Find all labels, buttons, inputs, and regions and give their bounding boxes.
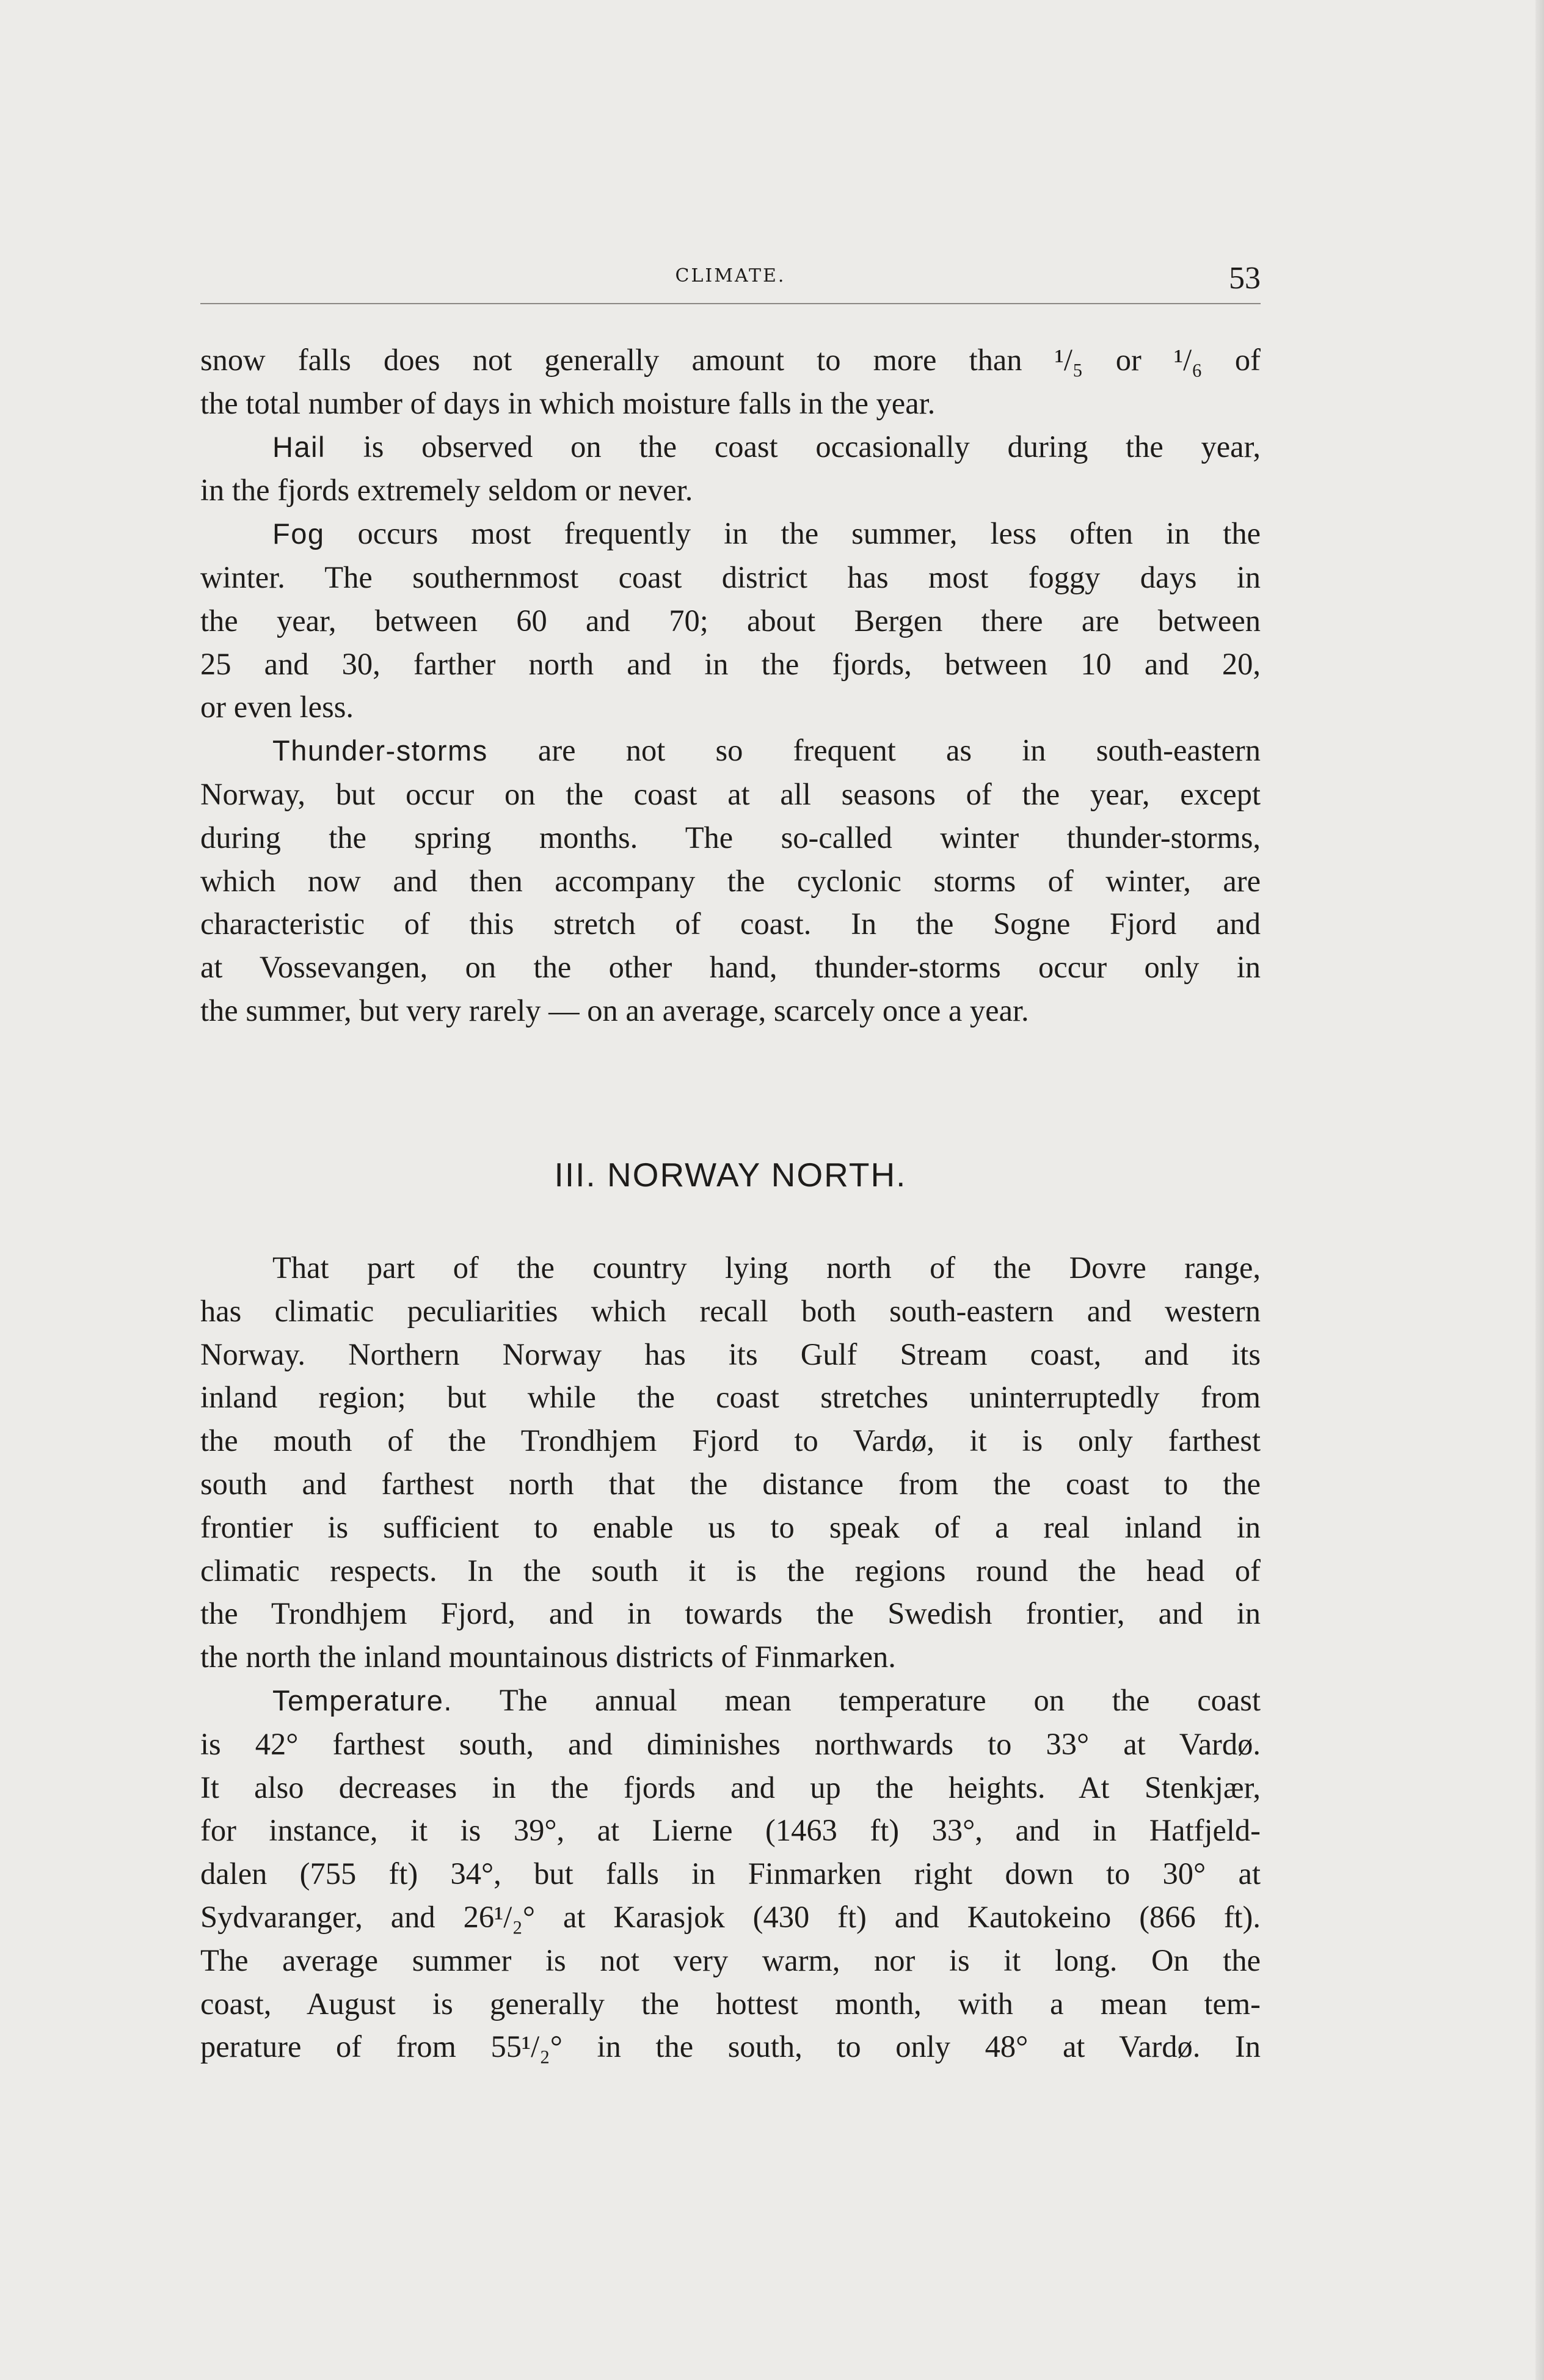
text-line bbox=[200, 729, 1261, 773]
text-line: the summer, but very rarely — on an average, scarcely once a year. bbox=[200, 993, 1029, 1028]
text-line: The average summer is not very warm, nor is it long. On the bbox=[200, 1943, 1261, 1977]
text-line: 25 and 30, farther north and in the fjords, between 10 and 20, bbox=[200, 646, 1261, 681]
paragraph-thunder-storms bbox=[200, 729, 1261, 1032]
text-line: Norway. Northern Norway has its Gulf Stream coast, and its bbox=[200, 1337, 1261, 1371]
text-line: coast, August is generally the hottest month, with a mean tem- bbox=[200, 1986, 1261, 2021]
text-line: or even less. bbox=[200, 690, 354, 725]
text-line bbox=[200, 1679, 1261, 1723]
text-line: perature of from 55¹/₂° in the south, to only 48° at Vardø. In bbox=[200, 2029, 1261, 2064]
text-line: the mouth of the Trondhjem Fjord to Vardø, it is only farthest bbox=[200, 1423, 1261, 1458]
paragraph-hail bbox=[200, 425, 1261, 513]
text-line: winter. The southernmost coast district has most foggy days in bbox=[200, 560, 1261, 594]
text-line: the Trondhjem Fjord, and in towards the Swedish frontier, and in bbox=[200, 1596, 1261, 1631]
run-in-heading-temperature: Temperature. bbox=[272, 1684, 453, 1717]
run-in-heading-fog: Fog bbox=[272, 517, 325, 550]
text-line bbox=[200, 425, 1261, 469]
run-in-heading-hail: Hail bbox=[272, 430, 326, 463]
running-title: CLIMATE. bbox=[675, 265, 786, 287]
text-line: for instance, it is 39°, at Lierne (1463 ft) 33°, and in Hatfjeld- bbox=[200, 1813, 1261, 1848]
text-run: The annual mean temperature on the coast bbox=[452, 1682, 1261, 1717]
paragraph-snow bbox=[200, 338, 1261, 425]
section-heading: III. NORWAY NORTH. bbox=[554, 1156, 907, 1194]
text-line: characteristic of this stretch of coast. In the Sogne Fjord and bbox=[200, 907, 1261, 941]
text-line: which now and then accompany the cyclonic storms of winter, are bbox=[200, 863, 1261, 898]
text-line: the total number of days in which moisture falls in the year. bbox=[200, 385, 936, 420]
running-head bbox=[200, 263, 1261, 299]
text-line: during the spring months. The so-called winter thunder-storms, bbox=[200, 820, 1261, 855]
text-line: south and farthest north that the distance from the coast to the bbox=[200, 1466, 1261, 1501]
text-line: the north the inland mountainous districts of Finmarken. bbox=[200, 1640, 896, 1674]
paragraph-fog bbox=[200, 512, 1261, 729]
text-block-lower bbox=[200, 1246, 1261, 2068]
paragraph-temperature bbox=[200, 1679, 1261, 2068]
text-line: is 42° farthest south, and diminishes northwards to 33° at Vardø. bbox=[200, 1726, 1261, 1761]
text-run: is observed on the coast occasionally during the year, bbox=[325, 429, 1261, 464]
text-line: frontier is sufficient to enable us to speak of a real inland in bbox=[200, 1509, 1261, 1544]
text-line: inland region; but while the coast stretches uninterruptedly from bbox=[200, 1380, 1261, 1415]
text-line: Norway, but occur on the coast at all seasons of the year, except bbox=[200, 776, 1261, 811]
run-in-heading-thunder-storms: Thunder-storms bbox=[272, 734, 488, 767]
page-number: 53 bbox=[1229, 261, 1261, 296]
text-line bbox=[200, 512, 1261, 556]
text-line: That part of the country lying north of the Dovre range, bbox=[272, 1250, 1261, 1285]
paragraph-norway-north-intro bbox=[200, 1246, 1261, 1679]
text-line: It also decreases in the fjords and up the heights. At Stenkjær, bbox=[200, 1770, 1261, 1805]
text-line: dalen (755 ft) 34°, but falls in Finmarken right down to 30° at bbox=[200, 1856, 1261, 1891]
text-run: occurs most frequently in the summer, less often in the bbox=[324, 516, 1261, 551]
text-line: at Vossevangen, on the other hand, thunder-storms occur only in bbox=[200, 950, 1261, 985]
text-line: has climatic peculiarities which recall both south-eastern and western bbox=[200, 1293, 1261, 1328]
text-line: snow falls does not generally amount to more than ¹/₅ or ¹/₆ of bbox=[200, 343, 1261, 377]
text-line: climatic respects. In the south it is the regions round the head of bbox=[200, 1553, 1261, 1588]
text-run: are not so frequent as in south-eastern bbox=[487, 733, 1261, 768]
text-line: the year, between 60 and 70; about Bergen there are between bbox=[200, 603, 1261, 638]
page-edge-shadow bbox=[1535, 0, 1544, 2380]
text-line: in the fjords extremely seldom or never. bbox=[200, 473, 693, 508]
text-line: Sydvaranger, and 26¹/₂° at Karasjok (430 ft) and Kautokeino (866 ft). bbox=[200, 1899, 1261, 1934]
text-block-upper bbox=[200, 338, 1261, 1032]
header-rule bbox=[200, 303, 1261, 304]
